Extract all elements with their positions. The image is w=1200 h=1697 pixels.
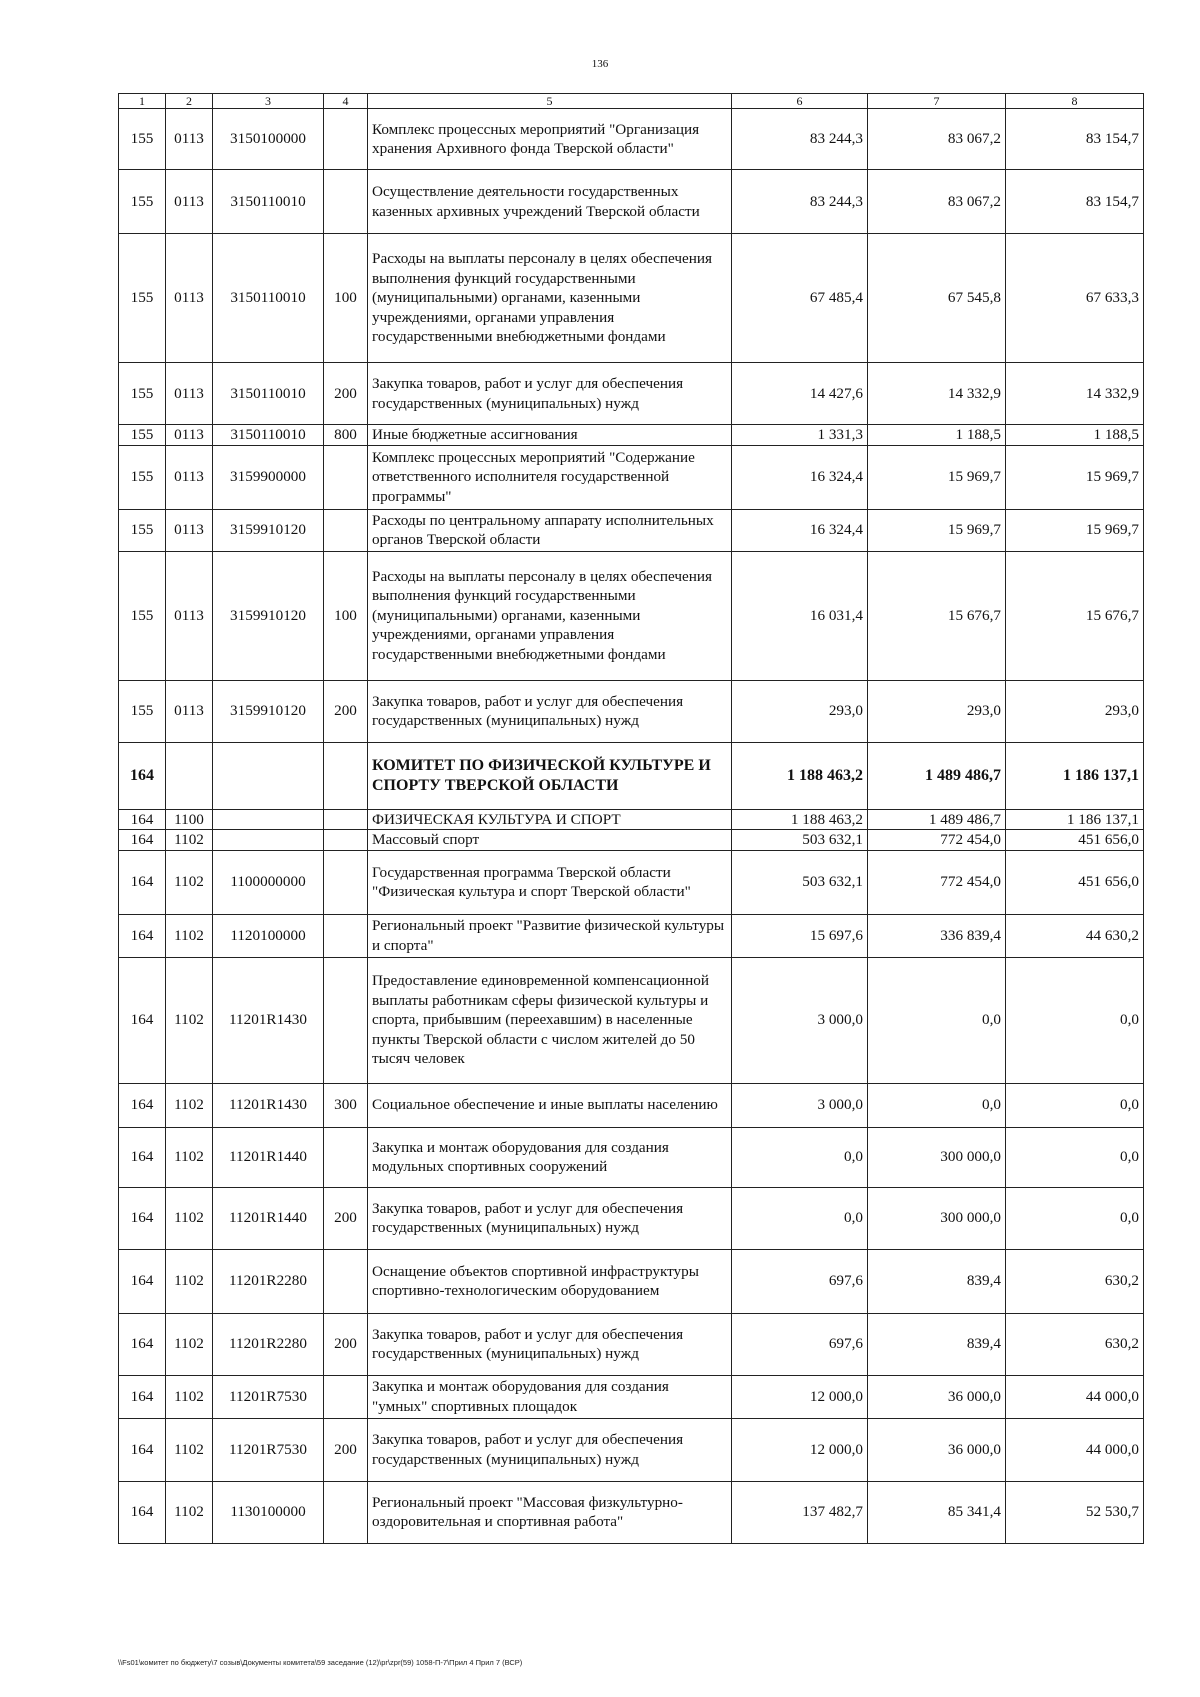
cell-section: 0113 [166,109,213,170]
cell-gr: 164 [119,914,166,957]
cell-section: 1100 [166,809,213,830]
cell-target-article: 3150110010 [213,425,324,446]
cell-target-article [213,742,324,809]
cell-value-6: 697,6 [732,1313,868,1375]
cell-gr: 164 [119,850,166,914]
cell-section: 0113 [166,551,213,680]
cell-section: 1102 [166,1418,213,1481]
cell-value-7: 293,0 [868,680,1006,742]
table-row [119,363,1144,425]
cell-name: Закупка товаров, работ и услуг для обеспечения государственных (муниципальных) нужд [368,680,732,742]
cell-section: 1102 [166,1187,213,1249]
cell-name: Комплекс процессных мероприятий "Содержание ответственного исполнителя государственной программы" [368,445,732,509]
cell-value-7: 15 676,7 [868,551,1006,680]
cell-value-6: 16 324,4 [732,509,868,551]
cell-value-7: 67 545,8 [868,234,1006,363]
column-header: 8 [1006,94,1144,109]
cell-value-7: 839,4 [868,1313,1006,1375]
cell-target-article: 3150110010 [213,234,324,363]
cell-value-8: 293,0 [1006,680,1144,742]
cell-value-6: 503 632,1 [732,830,868,851]
cell-value-7: 336 839,4 [868,914,1006,957]
cell-value-6: 1 188 463,2 [732,809,868,830]
cell-gr: 164 [119,809,166,830]
cell-gr: 155 [119,445,166,509]
cell-expense-type: 200 [324,1418,368,1481]
table-row [119,109,1144,170]
cell-value-8: 0,0 [1006,957,1144,1083]
cell-value-7: 300 000,0 [868,1187,1006,1249]
cell-expense-type: 100 [324,234,368,363]
cell-expense-type [324,109,368,170]
cell-target-article: 11201R2280 [213,1313,324,1375]
column-number-header-row [119,94,1144,109]
cell-target-article: 11201R7530 [213,1418,324,1481]
cell-expense-type: 200 [324,1313,368,1375]
cell-value-7: 15 969,7 [868,445,1006,509]
cell-gr: 164 [119,742,166,809]
cell-gr: 164 [119,830,166,851]
column-header: 1 [119,94,166,109]
cell-value-6: 67 485,4 [732,234,868,363]
cell-value-8: 14 332,9 [1006,363,1144,425]
table-row [119,957,1144,1083]
cell-value-6: 12 000,0 [732,1418,868,1481]
cell-name: Закупка и монтаж оборудования для создания "умных" спортивных площадок [368,1375,732,1418]
cell-gr: 164 [119,1127,166,1187]
cell-value-8: 44 000,0 [1006,1375,1144,1418]
cell-section: 1102 [166,1375,213,1418]
cell-expense-type: 300 [324,1083,368,1127]
cell-section: 1102 [166,1313,213,1375]
cell-value-8: 83 154,7 [1006,170,1144,234]
cell-expense-type: 200 [324,1187,368,1249]
cell-value-6: 3 000,0 [732,957,868,1083]
column-header: 3 [213,94,324,109]
column-header: 6 [732,94,868,109]
cell-expense-type [324,850,368,914]
cell-section: 0113 [166,680,213,742]
cell-gr: 164 [119,957,166,1083]
cell-value-8: 0,0 [1006,1187,1144,1249]
cell-name: Закупка товаров, работ и услуг для обеспечения государственных (муниципальных) нужд [368,1187,732,1249]
cell-gr: 164 [119,1083,166,1127]
cell-name: Закупка и монтаж оборудования для создания модульных спортивных сооружений [368,1127,732,1187]
cell-expense-type [324,809,368,830]
cell-target-article: 1100000000 [213,850,324,914]
cell-gr: 155 [119,680,166,742]
column-header: 5 [368,94,732,109]
cell-name: Массовый спорт [368,830,732,851]
cell-target-article: 3150110010 [213,363,324,425]
cell-value-6: 14 427,6 [732,363,868,425]
cell-gr: 155 [119,170,166,234]
cell-value-6: 0,0 [732,1187,868,1249]
column-header: 7 [868,94,1006,109]
cell-target-article: 11201R2280 [213,1249,324,1313]
cell-name: Социальное обеспечение и иные выплаты населению [368,1083,732,1127]
cell-section: 0113 [166,363,213,425]
cell-target-article: 11201R7530 [213,1375,324,1418]
cell-value-8: 1 186 137,1 [1006,742,1144,809]
cell-value-6: 1 331,3 [732,425,868,446]
cell-value-7: 1 489 486,7 [868,742,1006,809]
cell-expense-type: 200 [324,680,368,742]
table-row [119,170,1144,234]
cell-section: 1102 [166,1083,213,1127]
cell-name: Расходы по центральному аппарату исполнительных органов Тверской области [368,509,732,551]
table-row [119,234,1144,363]
cell-value-7: 772 454,0 [868,830,1006,851]
cell-value-8: 0,0 [1006,1083,1144,1127]
cell-value-8: 83 154,7 [1006,109,1144,170]
cell-name: Осуществление деятельности государственных казенных архивных учреждений Тверской области [368,170,732,234]
cell-gr: 164 [119,1313,166,1375]
cell-expense-type [324,1375,368,1418]
cell-value-7: 772 454,0 [868,850,1006,914]
cell-name: ФИЗИЧЕСКАЯ КУЛЬТУРА И СПОРТ [368,809,732,830]
cell-expense-type: 200 [324,363,368,425]
table-row [119,1481,1144,1543]
cell-expense-type: 800 [324,425,368,446]
cell-value-6: 12 000,0 [732,1375,868,1418]
cell-name: Закупка товаров, работ и услуг для обеспечения государственных (муниципальных) нужд [368,363,732,425]
cell-section: 0113 [166,509,213,551]
cell-value-6: 15 697,6 [732,914,868,957]
cell-value-7: 0,0 [868,957,1006,1083]
file-path-footer: \\Fs01\комитет по бюджету\7 созыв\Документы комитета\59 заседание (12)\pr\zpr(59) 1058-П-7\Прил 4 Прил 7 (ВСР) [118,1658,523,1667]
cell-gr: 155 [119,551,166,680]
cell-value-6: 83 244,3 [732,109,868,170]
table-row [119,1127,1144,1187]
cell-value-8: 451 656,0 [1006,850,1144,914]
cell-value-6: 503 632,1 [732,850,868,914]
cell-gr: 155 [119,234,166,363]
table-row [119,1083,1144,1127]
cell-value-7: 83 067,2 [868,109,1006,170]
cell-target-article: 1120100000 [213,914,324,957]
cell-value-8: 44 630,2 [1006,914,1144,957]
cell-value-8: 67 633,3 [1006,234,1144,363]
cell-target-article: 11201R1430 [213,957,324,1083]
cell-name: Расходы на выплаты персоналу в целях обеспечения выполнения функций государственными (муниципальными) органами, казенными учреждениями, органами управления государственными внебюджетными фондами [368,551,732,680]
cell-gr: 164 [119,1249,166,1313]
table-row [119,850,1144,914]
cell-target-article [213,809,324,830]
cell-value-6: 16 031,4 [732,551,868,680]
cell-target-article: 3150100000 [213,109,324,170]
cell-gr: 164 [119,1187,166,1249]
cell-expense-type [324,1481,368,1543]
table-row [119,830,1144,851]
cell-value-6: 137 482,7 [732,1481,868,1543]
cell-value-7: 83 067,2 [868,170,1006,234]
page-number: 136 [591,58,609,70]
cell-expense-type [324,170,368,234]
cell-section: 1102 [166,914,213,957]
cell-section: 1102 [166,850,213,914]
cell-target-article: 1130100000 [213,1481,324,1543]
cell-gr: 155 [119,109,166,170]
budget-table [118,93,1144,1544]
cell-target-article: 3150110010 [213,170,324,234]
cell-value-7: 14 332,9 [868,363,1006,425]
cell-section: 0113 [166,234,213,363]
cell-value-8: 0,0 [1006,1127,1144,1187]
cell-value-6: 16 324,4 [732,445,868,509]
cell-value-8: 630,2 [1006,1249,1144,1313]
cell-value-8: 15 969,7 [1006,509,1144,551]
cell-name: Государственная программа Тверской области "Физическая культура и спорт Тверской области" [368,850,732,914]
cell-section: 1102 [166,1481,213,1543]
cell-expense-type [324,742,368,809]
cell-value-6: 293,0 [732,680,868,742]
cell-target-article: 3159900000 [213,445,324,509]
cell-gr: 155 [119,363,166,425]
cell-target-article: 3159910120 [213,509,324,551]
table-row [119,1187,1144,1249]
table-row [119,809,1144,830]
table-row [119,551,1144,680]
cell-name: Закупка товаров, работ и услуг для обеспечения государственных (муниципальных) нужд [368,1313,732,1375]
cell-name: Иные бюджетные ассигнования [368,425,732,446]
cell-section: 1102 [166,1249,213,1313]
cell-section: 0113 [166,445,213,509]
cell-value-7: 839,4 [868,1249,1006,1313]
table-row [119,914,1144,957]
cell-section: 0113 [166,425,213,446]
cell-value-8: 44 000,0 [1006,1418,1144,1481]
cell-value-7: 1 489 486,7 [868,809,1006,830]
cell-expense-type: 100 [324,551,368,680]
cell-name: Региональный проект "Массовая физкультурно-оздоровительная и спортивная работа" [368,1481,732,1543]
table-row [119,1249,1144,1313]
cell-name: Расходы на выплаты персоналу в целях обеспечения выполнения функций государственными (муниципальными) органами, казенными учреждениями, органами управления государственными внебюджетными фондами [368,234,732,363]
cell-expense-type [324,445,368,509]
table-row [119,680,1144,742]
table-row [119,509,1144,551]
cell-value-6: 697,6 [732,1249,868,1313]
cell-gr: 164 [119,1418,166,1481]
cell-gr: 155 [119,509,166,551]
table-row [119,1375,1144,1418]
cell-value-7: 0,0 [868,1083,1006,1127]
cell-expense-type [324,1249,368,1313]
cell-value-6: 83 244,3 [732,170,868,234]
cell-target-article: 11201R1440 [213,1127,324,1187]
cell-value-8: 15 969,7 [1006,445,1144,509]
cell-target-article: 11201R1430 [213,1083,324,1127]
table-row [119,425,1144,446]
cell-value-8: 52 530,7 [1006,1481,1144,1543]
cell-expense-type [324,914,368,957]
cell-value-8: 15 676,7 [1006,551,1144,680]
cell-name: Комплекс процессных мероприятий "Организация хранения Архивного фонда Тверской области" [368,109,732,170]
cell-value-8: 451 656,0 [1006,830,1144,851]
cell-value-6: 3 000,0 [732,1083,868,1127]
cell-gr: 164 [119,1481,166,1543]
cell-section: 1102 [166,830,213,851]
cell-value-7: 36 000,0 [868,1418,1006,1481]
column-header: 2 [166,94,213,109]
cell-value-7: 15 969,7 [868,509,1006,551]
cell-expense-type [324,509,368,551]
cell-value-7: 300 000,0 [868,1127,1006,1187]
cell-expense-type [324,830,368,851]
cell-target-article [213,830,324,851]
cell-value-8: 1 186 137,1 [1006,809,1144,830]
cell-value-6: 0,0 [732,1127,868,1187]
cell-value-8: 630,2 [1006,1313,1144,1375]
cell-gr: 164 [119,1375,166,1418]
cell-target-article: 11201R1440 [213,1187,324,1249]
cell-section: 1102 [166,957,213,1083]
table-row [119,1418,1144,1481]
cell-target-article: 3159910120 [213,680,324,742]
cell-value-8: 1 188,5 [1006,425,1144,446]
table-row [119,1313,1144,1375]
cell-section: 1102 [166,1127,213,1187]
cell-name: Предоставление единовременной компенсационной выплаты работникам сферы физической культуры и спорта, прибывшим (переехавшим) в населенные пункты Тверской области с числом жителей до 50 тысяч человек [368,957,732,1083]
cell-gr: 155 [119,425,166,446]
cell-name: КОМИТЕТ ПО ФИЗИЧЕСКОЙ КУЛЬТУРЕ И СПОРТУ ТВЕРСКОЙ ОБЛАСТИ [368,742,732,809]
table-row [119,445,1144,509]
cell-name: Закупка товаров, работ и услуг для обеспечения государственных (муниципальных) нужд [368,1418,732,1481]
table-row [119,742,1144,809]
cell-expense-type [324,1127,368,1187]
cell-name: Оснащение объектов спортивной инфраструктуры спортивно-технологическим оборудованием [368,1249,732,1313]
cell-name: Региональный проект "Развитие физической культуры и спорта" [368,914,732,957]
cell-value-7: 36 000,0 [868,1375,1006,1418]
cell-expense-type [324,957,368,1083]
cell-value-7: 1 188,5 [868,425,1006,446]
cell-value-7: 85 341,4 [868,1481,1006,1543]
cell-section [166,742,213,809]
cell-value-6: 1 188 463,2 [732,742,868,809]
column-header: 4 [324,94,368,109]
cell-target-article: 3159910120 [213,551,324,680]
cell-section: 0113 [166,170,213,234]
